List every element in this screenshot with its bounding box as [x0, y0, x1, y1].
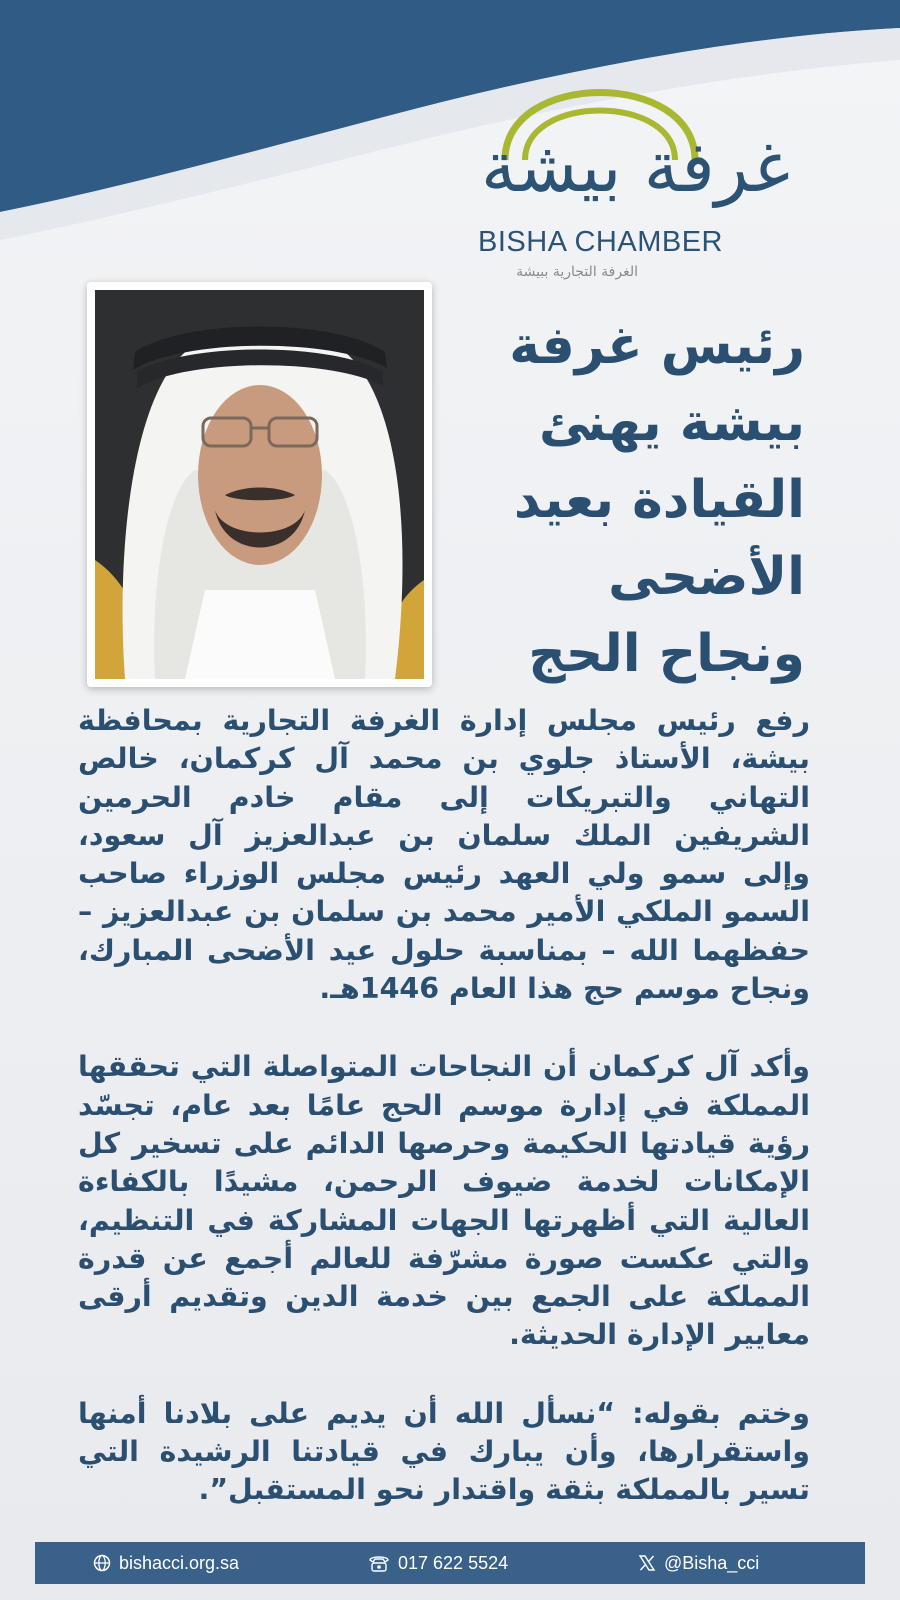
logo-english-name: BISHA CHAMBER: [478, 226, 723, 258]
globe-icon: [93, 1554, 111, 1572]
footer-social[interactable]: [638, 1542, 759, 1584]
x-logo-icon: [638, 1554, 656, 1572]
portrait-image: [95, 290, 424, 679]
footer-bar: [35, 1542, 865, 1584]
footer-website[interactable]: [93, 1542, 239, 1584]
headline-line: القيادة بعيد: [513, 470, 805, 530]
paragraph: وختم بقوله: “نسأل الله أن يديم على بلادنا أمنها واستقرارها، وأن يبارك في قيادتنا الرشيدة التي تسير بالمملكة بثقة واقتدار نحو المستقبل”.: [78, 1396, 810, 1507]
logo-arabic-name: غرفة بيشة: [480, 126, 790, 208]
paragraph: وأكد آل كركمان أن النجاحات المتواصلة التي تحققها المملكة في إدارة موسم الحج عامًا بعد عام، تجسّد رؤية قيادتها الحكيمة وحرصها الدائم على تسخير كل الإمكانات لخدمة ضيوف الرحمن، مشيدًا بالكفاءة العالية التي أظهرتها الجهات المشاركة في التنظيم، والتي عكست صورة مشرّفة للعالم أجمع عن قدرة المملكة على الجمع بين خدمة الدين وتقديم أرقى معايير الإدارة الحديثة.: [78, 1050, 810, 1352]
footer-phone-text: 017 622 5524: [398, 1552, 509, 1573]
footer-phone[interactable]: [368, 1542, 508, 1584]
headline-line: رئيس غرفة: [509, 316, 805, 376]
phone-icon: [368, 1554, 390, 1572]
footer-website-text: bishacci.org.sa: [119, 1552, 240, 1573]
paragraph: رفع رئيس مجلس إدارة الغرفة التجارية بمحافظة بيشة، الأستاذ جلوي بن محمد آل كركمان، خالص التهاني والتبريكات إلى مقام خادم الحرمين الشريفين الملك سلمان بن عبدالعزيز آل سعود، وإلى سمو ولي العهد رئيس مجلس الوزراء صاحب السمو الملكي الأمير محمد بن سلمان بن عبدالعزيز – حفظهما الله – بمناسبة حلول عيد الأضحى المبارك، ونجاح موسم حج هذا العام 1446هـ.: [78, 704, 810, 1006]
headline-line: ونجاح الحج: [528, 624, 805, 684]
headline: [465, 308, 805, 693]
portrait-frame: [87, 282, 432, 687]
headline-line: بيشة يهنئ: [538, 393, 805, 453]
footer-social-text: @Bisha_cci: [664, 1552, 760, 1573]
headline-line: الأضحى: [608, 547, 805, 607]
logo-arabic-subtitle: الغرفة التجارية ببيشة: [516, 264, 638, 280]
chamber-logo: [460, 60, 810, 290]
article-body: [78, 702, 810, 1550]
